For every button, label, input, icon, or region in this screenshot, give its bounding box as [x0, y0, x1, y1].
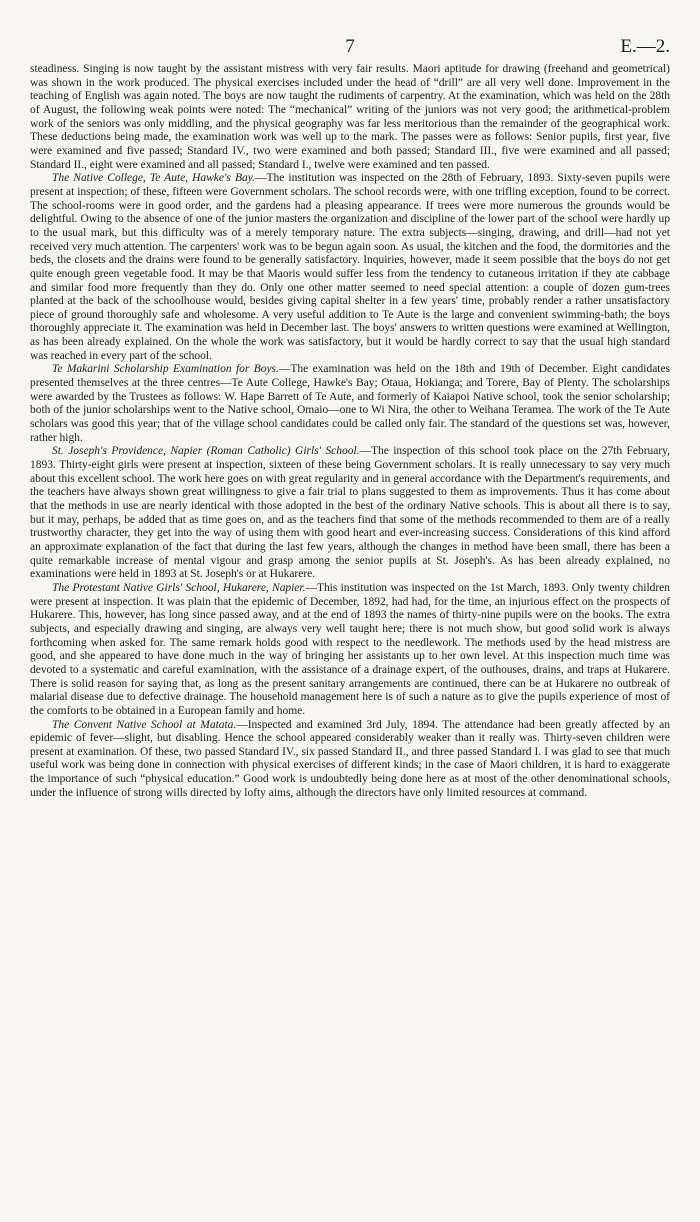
paragraph-heading: Te Makarini Scholarship Examination for Boys. [52, 363, 279, 376]
document-reference: E.—2. [620, 36, 670, 57]
page-header [0, 36, 700, 58]
page-number: 7 [345, 36, 355, 57]
paragraph-text: —The examination was held on the 18th and 19th of December. Eight candidates presented themselves at the three centres—Te Aute College, Hawke's Bay; Otaua, Hokianga; and Torere, Bay of Plenty. The scholarships were awarded by the Trustees as follows: W. Hape Barrett of Te Aute, and formerly of Kaiapoi Native school, took the senior scholarship; both of the junior scholarships went to the Native school, Omaio—one to Wi Nira, the other to Weihana Teramea. The work of the Te Aute scholars was good this year; that of the village school candidates could be called only fair. The standard of the questions set was, however, rather high. [30, 363, 670, 444]
paragraph-scholarship [30, 363, 670, 445]
paragraph-text: steadiness. Singing is now taught by the assistant mistress with very fair results. Maori aptitude for drawing (freehand and geometrical) was shown in the work produced. The physical exercises included under the head of “drill” are all very well done. Improvement in the teaching of English was again noted. The boys are now taught the rudiments of carpentry. At the examination, which was held on the 28th of August, the following weak points were noted: The “mechanical” writing of the juniors was not very good; the arithmetical-problem work of the seniors was only middling, and the physical geography was far less meritorious than the remainder of the geographical work. These deductions being made, the examination work was well up to the mark. The passes were as follows: Senior pupils, first year, five were examined and five passed; Standard IV., two were examined and both passed; Standard III., five were examined and all passed; Standard II., eight were examined and all passed; Standard I., twelve were examined and ten passed. [30, 63, 670, 171]
paragraph-hukarere [30, 582, 670, 719]
paragraph-heading: The Protestant Native Girls' School, Hukarere, Napier. [52, 581, 306, 594]
paragraph-st-josephs [30, 445, 670, 582]
body-text [30, 63, 670, 800]
paragraph-1 [30, 63, 670, 172]
paragraph-text: —Inspected and examined 3rd July, 1894. The attendance had been greatly affected by an epidemic of fever—slight, but disabling. Hence the school appeared considerably weaker than it really was. Thirty-seven children were present at examination. Of these, two passed Standard IV., six passed Standard II., and three passed Standard I. I was glad to see that much useful work was being done in connection with physical exercises of different kinds; in the case of Maori children, it is hard to exaggerate the importance of such “physical education.” Good work is undoubtedly being done here as at most of the other denominational schools, under the influence of strong wills directed by lofty aims, although the directors have only limited resources at command. [30, 718, 670, 799]
paragraph-text: —The inspection of this school took place on the 27th February, 1893. Thirty-eight girls were present at inspection, sixteen of these being Government scholars. It is really unnecessary to say very much about this excellent school. The work here goes on with great regularity and in general accordance with the Department's requirements, and the teachers have always shown great willingness to give a fair trial to plans suggested to them as improvements. Thus it has come about that the methods in use are nearly identical with those adopted in the best of the ordinary Native schools. This is about all there is to say, but it may, perhaps, be added that as time goes on, and as the teachers find that some of the methods recommended to them are of a really trustworthy character, they get into the way of using them with good heart and ever-increasing success. Considerations of this kind afford an approximate explanation of the fact that during the last few years, although the changes in method have been small, there has been a quite remarkable increase of mental vigour and grasp among the senior pupils at St. Joseph's. As has been already explained, no examinations were held in 1893 at St. Joseph's or at Hukarere. [30, 445, 670, 581]
paragraph-text: —This institution was inspected on the 1st March, 1893. Only twenty children were present at inspection. It was plain that the epidemic of December, 1892, had had, for the time, an injurious effect on the prospects of Hukarere. This, however, has long since passed away, and at the end of 1893 the names of thirty-nine pupils were on the books. The extra subjects, and especially drawing and singing, are always very well taught here; there is not much show, but good solid work is always forthcoming when asked for. The same remark holds good with respect to the needlework. The methods used by the head mistress are good, and she appeared to have done much in the way of bringing her assistants up to her own level. At this inspection much time was devoted to a systematic and careful examination, with the assistance of a drainage expert, of the outhouses, drains, and traps at Hukarere. There is solid reason for saying that, as long as the present sanitary arrangements are continued, there can be at Hukarere no outbreak of malarial disease due to defective drainage. The household management here is of such a nature as to give the pupils experience of most of the comforts to be obtained in a European family and home. [30, 581, 670, 717]
paragraph-te-aute [30, 172, 670, 363]
paragraph-matata [30, 719, 670, 801]
paragraph-text: —The institution was inspected on the 28th of February, 1893. Sixty-seven pupils were present at inspection; of these, fifteen were Government scholars. The school records were, with one trifling exception, found to be correct. The school-rooms were in good order, and the gardens had a pleasing appearance. If trees were more numerous the grounds would be delightful. Owing to the absence of one of the junior masters the organization and discipline of the lower part of the school were hardly up to the usual mark, but this difficulty was of a merely temporary nature. The extra subjects—singing, drawing, and drill—had not yet received very much attention. The carpenters' work was to be begun again soon. As usual, the kitchen and the food, the dormitories and the beds, the closets and the drains were found to be generally satisfactory. Inquiries, however, made it seem possible that the boys do not get quite enough green vegetable food. It may be that Maoris would suffer less from the tendency to cutaneous irritation if they ate cabbage and similar food more frequently than they do. Only one other matter seemed to need special attention: a couple of dozen gum-trees planted at the back of the schoolhouse would, besides giving capital shelter in a few years' time, probably render a rather unsatisfactory piece of ground thoroughly safe and wholesome. A very useful addition to Te Aute is the large and convenient swimming-bath; the boys thoroughly appreciate it. The examination was held in December last. The boys' answers to written questions were examined at Wellington, as has been already explained. On the whole the work was satisfactory, but it would be hardly correct to say that the usual high standard was reached in every part of the school. [30, 172, 670, 362]
paragraph-heading: The Native College, Te Aute, Hawke's Bay. [52, 172, 256, 185]
paragraph-heading: The Convent Native School at Matata. [52, 718, 237, 731]
paragraph-heading: St. Joseph's Providence, Napier (Roman Catholic) Girls' School. [52, 445, 360, 458]
